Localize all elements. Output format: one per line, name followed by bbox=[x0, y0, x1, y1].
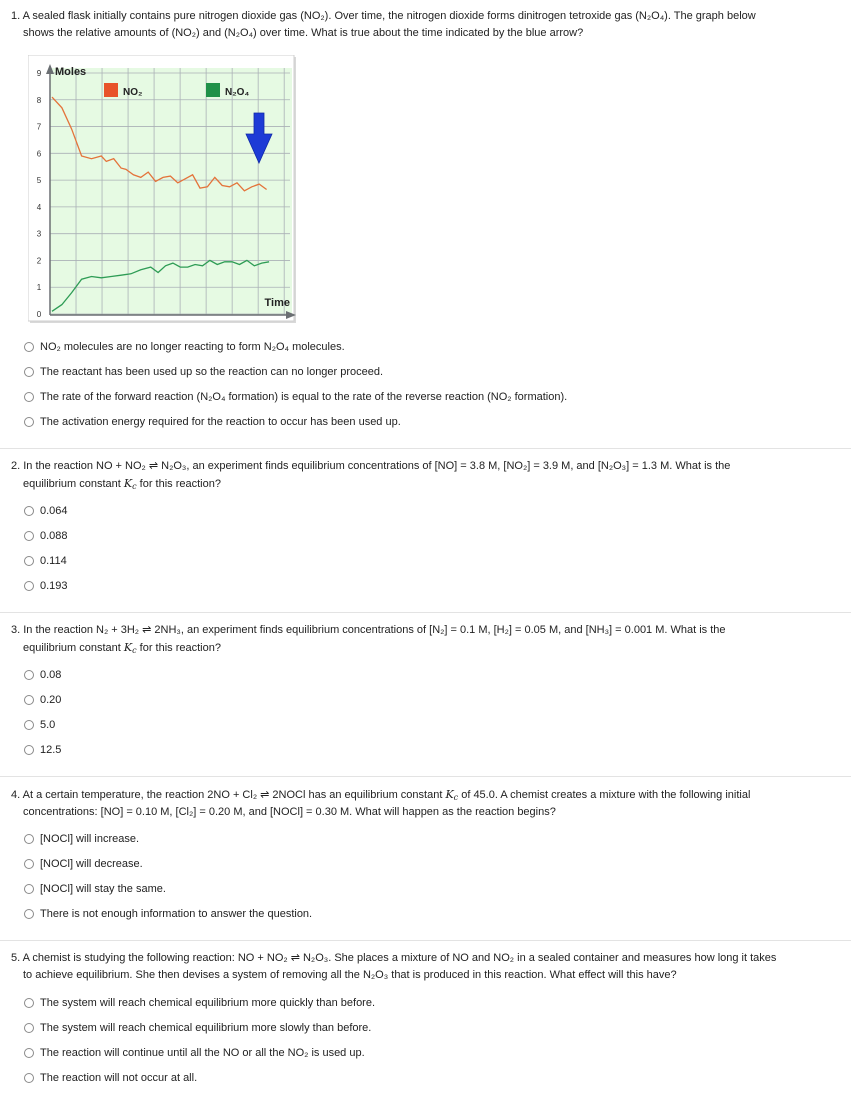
q2-option-2[interactable] bbox=[24, 528, 68, 544]
q5-option-1-label: The system will reach chemical equilibrium more quickly than before. bbox=[40, 997, 376, 1009]
q2-option-4[interactable] bbox=[24, 578, 68, 594]
question-2-text bbox=[11, 458, 831, 493]
q4-option-1[interactable] bbox=[24, 831, 139, 847]
question-3-line-1: 3. In the reaction N₂ + 3H₂ ⇌ 2NH₃, an experiment finds equilibrium concentrations of [N₂] = 0.1 M, [H₂] = 0.05 M, and [NH₃] = 0.001 M. What is the bbox=[11, 624, 726, 636]
q2-option-1[interactable] bbox=[24, 503, 68, 519]
y-tick-label: 5 bbox=[36, 176, 42, 186]
legend-label: N₂O₄ bbox=[225, 87, 250, 98]
q5-option-3[interactable] bbox=[24, 1045, 365, 1061]
question-2-line-1: 2. In the reaction NO + NO₂ ⇌ N₂O₃, an experiment finds equilibrium concentrations of [NO] = 3.8 M, [NO₂] = 3.9 M, and [N₂O₃] = 1.3 M. What is the bbox=[11, 460, 731, 472]
divider bbox=[0, 612, 851, 613]
radio-button[interactable] bbox=[24, 417, 34, 427]
radio-button[interactable] bbox=[24, 909, 34, 919]
radio-button[interactable] bbox=[24, 531, 34, 541]
q5-option-2[interactable] bbox=[24, 1020, 371, 1036]
radio-button[interactable] bbox=[24, 998, 34, 1008]
q5-option-2-label: The system will reach chemical equilibrium more slowly than before. bbox=[40, 1022, 372, 1034]
chart-svg bbox=[28, 55, 298, 325]
q1-option-4[interactable] bbox=[24, 414, 401, 430]
q5-option-4[interactable] bbox=[24, 1070, 197, 1086]
q4-option-4-label: There is not enough information to answer the question. bbox=[40, 908, 313, 920]
q3-option-1-label: 0.08 bbox=[40, 669, 62, 681]
radio-button[interactable] bbox=[24, 1073, 34, 1083]
question-4-line-1 bbox=[11, 786, 831, 804]
question-2-line-2 bbox=[11, 475, 831, 493]
q3-option-2[interactable] bbox=[24, 692, 61, 708]
radio-button[interactable] bbox=[24, 884, 34, 894]
radio-button[interactable] bbox=[24, 1023, 34, 1033]
divider bbox=[0, 940, 851, 941]
q3-option-2-label: 0.20 bbox=[40, 694, 62, 706]
question-5-text bbox=[11, 950, 831, 984]
q4-option-2[interactable] bbox=[24, 856, 143, 872]
kc-symbol: $K_c$ bbox=[445, 788, 459, 802]
y-tick-label: 2 bbox=[36, 256, 42, 266]
q3-option-1[interactable] bbox=[24, 667, 61, 683]
radio-button[interactable] bbox=[24, 392, 34, 402]
moles-vs-time-chart bbox=[28, 55, 298, 325]
y-tick-label: 1 bbox=[36, 283, 42, 293]
q1-option-4-label: The activation energy required for the reaction to occur has been used up. bbox=[40, 416, 401, 428]
y-tick-label: 4 bbox=[36, 202, 42, 212]
q5-option-3-label: The reaction will continue until all the NO or all the NO₂ is used up. bbox=[40, 1047, 365, 1059]
q1-option-1[interactable] bbox=[24, 339, 345, 355]
q3-line-2-post: for this reaction? bbox=[136, 642, 221, 654]
q5-option-1[interactable] bbox=[24, 995, 375, 1011]
y-tick-label: 3 bbox=[36, 229, 42, 239]
question-5-line-1: 5. A chemist is studying the following reaction: NO + NO₂ ⇌ N₂O₃. She places a mixture of NO and NO₂ in a sealed container and measures how long it takes bbox=[11, 952, 777, 964]
q4-option-1-label: [NOCl] will increase. bbox=[40, 833, 140, 845]
q2-option-2-label: 0.088 bbox=[40, 530, 68, 542]
legend-swatch bbox=[104, 83, 118, 97]
question-4-text bbox=[11, 786, 831, 821]
radio-button[interactable] bbox=[24, 859, 34, 869]
q2-option-3-label: 0.114 bbox=[40, 555, 67, 567]
q2-option-3[interactable] bbox=[24, 553, 67, 569]
y-axis-label: Moles bbox=[55, 66, 87, 78]
q1-option-3-label: The rate of the forward reaction (N₂O₄ formation) is equal to the rate of the reverse reaction (NO₂ formation). bbox=[40, 391, 568, 403]
radio-button[interactable] bbox=[24, 695, 34, 705]
q4-line-1-post: of 45.0. A chemist creates a mixture with the following initial bbox=[458, 789, 751, 801]
radio-button[interactable] bbox=[24, 581, 34, 591]
question-1-line-2: shows the relative amounts of (NO₂) and (N₂O₄) over time. What is true about the time indicated by the blue arrow? bbox=[23, 27, 584, 39]
q3-option-4-label: 12.5 bbox=[40, 744, 62, 756]
q3-line-2-pre: equilibrium constant bbox=[23, 642, 124, 654]
q3-option-4[interactable] bbox=[24, 742, 61, 758]
question-3-text bbox=[11, 622, 831, 657]
q2-line-2-post: for this reaction? bbox=[136, 478, 221, 490]
q1-option-2-label: The reactant has been used up so the reaction can no longer proceed. bbox=[40, 366, 384, 378]
radio-button[interactable] bbox=[24, 720, 34, 730]
radio-button[interactable] bbox=[24, 1048, 34, 1058]
q2-option-1-label: 0.064 bbox=[40, 505, 68, 517]
q4-option-3-label: [NOCl] will stay the same. bbox=[40, 883, 166, 895]
kc-symbol: $K_c$ bbox=[123, 477, 137, 491]
q4-line-1-pre: 4. At a certain temperature, the reaction 2NO + Cl₂ ⇌ 2NOCl has an equilibrium constant bbox=[11, 789, 446, 801]
radio-button[interactable] bbox=[24, 834, 34, 844]
q4-option-3[interactable] bbox=[24, 881, 166, 897]
radio-button[interactable] bbox=[24, 342, 34, 352]
y-tick-label: 9 bbox=[36, 69, 42, 78]
divider bbox=[0, 776, 851, 777]
q1-option-1-label: NO₂ molecules are no longer reacting to form N₂O₄ molecules. bbox=[40, 341, 345, 353]
divider bbox=[0, 448, 851, 449]
radio-button[interactable] bbox=[24, 670, 34, 680]
q1-option-2[interactable] bbox=[24, 364, 383, 380]
q3-option-3[interactable] bbox=[24, 717, 55, 733]
question-1-line-1: 1. A sealed flask initially contains pure nitrogen dioxide gas (NO₂). Over time, the nitrogen dioxide forms dinitrogen tetroxide gas (N₂O₄). The graph below bbox=[11, 10, 756, 22]
q1-option-3[interactable] bbox=[24, 389, 567, 405]
q4-option-4[interactable] bbox=[24, 906, 312, 922]
legend-swatch bbox=[206, 83, 220, 97]
q5-option-4-label: The reaction will not occur at all. bbox=[40, 1072, 198, 1084]
question-1-text bbox=[11, 8, 831, 42]
q4-option-2-label: [NOCl] will decrease. bbox=[40, 858, 143, 870]
radio-button[interactable] bbox=[24, 506, 34, 516]
question-4-line-2: concentrations: [NO] = 0.10 M, [Cl₂] = 0.20 M, and [NOCl] = 0.30 M. What will happen as the reaction begins? bbox=[23, 806, 556, 818]
question-5-line-2: to achieve equilibrium. She then devises a system of removing all the N₂O₃ that is produced in this reaction. What effect will this have? bbox=[23, 969, 677, 981]
y-tick-label: 8 bbox=[36, 95, 42, 105]
y-tick-label: 0 bbox=[36, 310, 42, 319]
legend-label: NO₂ bbox=[123, 87, 143, 98]
q2-line-2-pre: equilibrium constant bbox=[23, 478, 124, 490]
radio-button[interactable] bbox=[24, 556, 34, 566]
kc-symbol: $K_c$ bbox=[123, 641, 137, 655]
question-3-line-2 bbox=[11, 639, 831, 657]
y-tick-label: 7 bbox=[36, 122, 42, 132]
q3-option-3-label: 5.0 bbox=[40, 719, 56, 731]
y-tick-label: 6 bbox=[36, 149, 42, 159]
x-axis-label: Time bbox=[264, 297, 290, 309]
q2-option-4-label: 0.193 bbox=[40, 580, 68, 592]
radio-button[interactable] bbox=[24, 745, 34, 755]
radio-button[interactable] bbox=[24, 367, 34, 377]
